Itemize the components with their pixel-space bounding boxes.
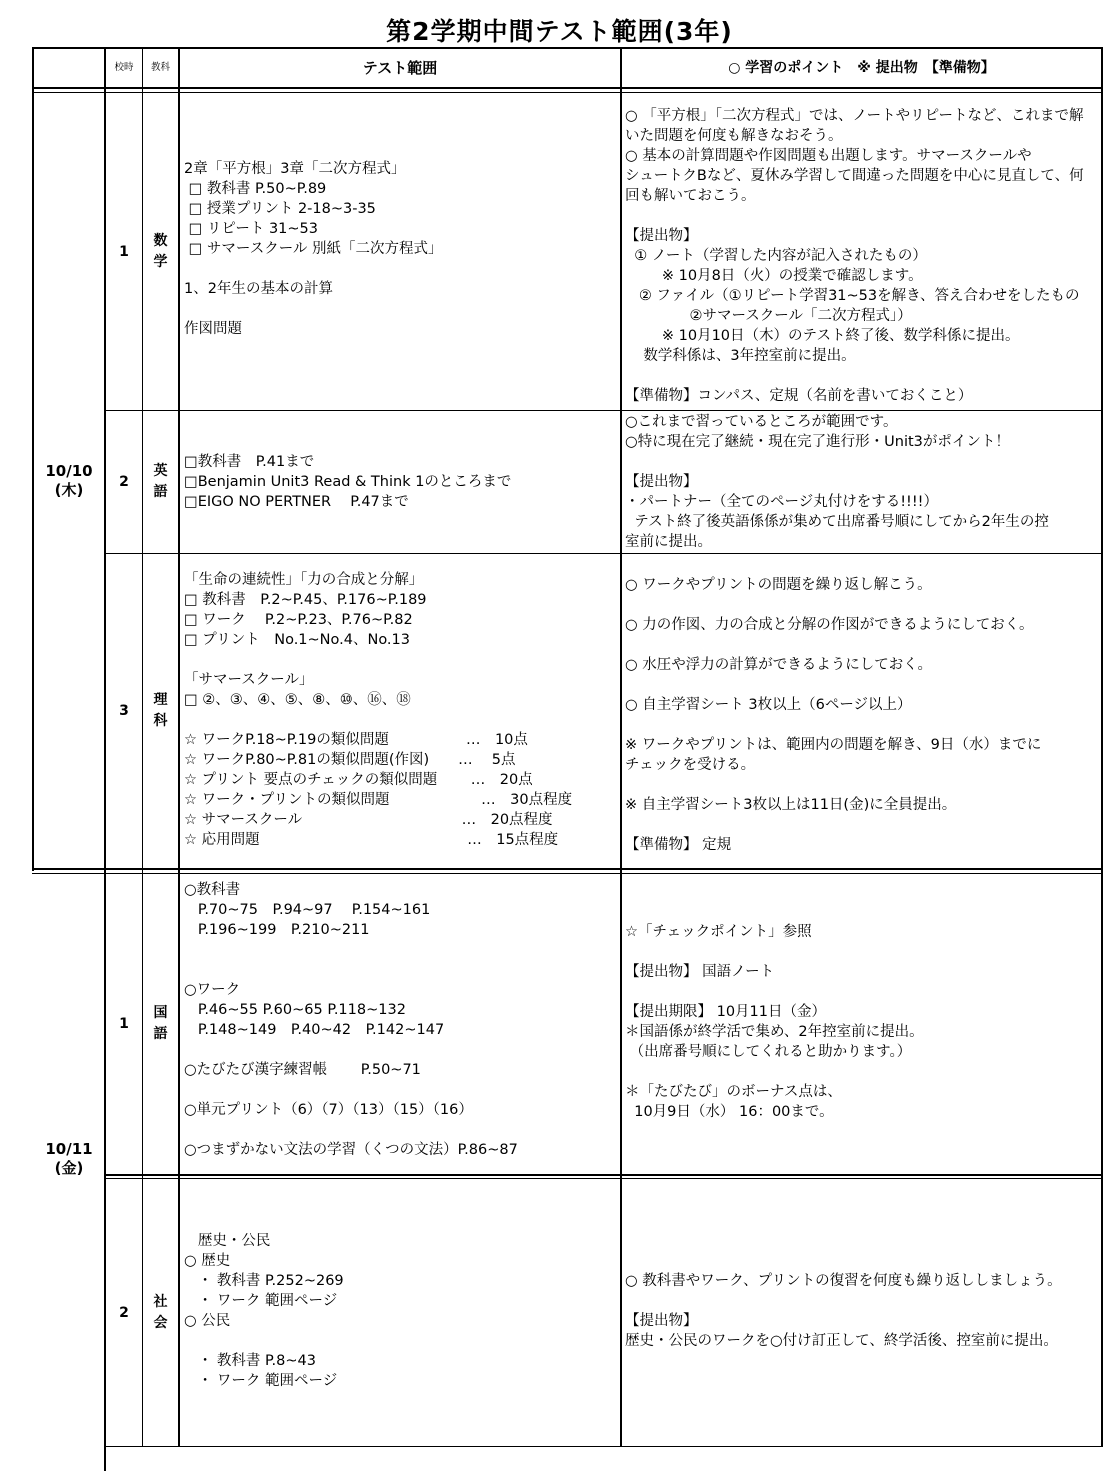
points-line (625, 1291, 1099, 1311)
points-line: ＊国語係が終学活で集め、2年控室前に提出。 (625, 1024, 924, 1040)
range-line: 歴史・公民 (184, 1233, 271, 1249)
subject-cell (143, 93, 178, 410)
points-line: シュートクBなど、夏休み学習して間違った問題を中心に見直して、何 (625, 168, 1084, 184)
period-number: 1 (119, 243, 129, 260)
points-line: ○ 教科書やワーク、プリントの復習を何度も繰り返ししましょう。 (625, 1273, 1062, 1289)
subject-label: 数 学 (153, 232, 168, 270)
range-line: ○たびたび漢字練習帳 P.50~71 (184, 1062, 421, 1078)
page-title: 第2学期中間テスト範囲(3年) (386, 17, 733, 46)
points-line: 【提出物】 (625, 228, 698, 244)
period-cell (106, 554, 142, 868)
range-line (184, 299, 618, 319)
range-line: ・ ワーク 範囲ページ (184, 1373, 338, 1389)
points-line: 【提出期限】 10月11日（金） (625, 1004, 827, 1020)
range-line: P.46~55 P.60~65 P.118~132 (184, 1002, 406, 1018)
range-line: □EIGO NO PERTNER P.47まで (184, 494, 409, 510)
range-line (184, 1080, 618, 1100)
header-range: テスト範囲 (362, 59, 438, 77)
points-line: ○ ワークやプリントの問題を繰り返し解こう。 (625, 577, 932, 593)
period-cell (106, 874, 142, 1174)
range-line: P.196~199 P.210~211 (184, 922, 370, 938)
points-line: ・パートナー（全てのページ丸付けをする!!!!） (625, 494, 938, 510)
range-line: ・ 教科書 P.8~43 (184, 1353, 316, 1369)
range-line: ○つまずかない文法の学習（くつの文法）P.86~87 (184, 1142, 518, 1158)
points-line: ① ノート（学習した内容が記入されたもの） (625, 248, 927, 264)
points-line: いた問題を何度も解きなおそう。 (625, 128, 843, 144)
points-line (625, 206, 1099, 226)
points-line (625, 1062, 1099, 1082)
points-cell (625, 576, 1099, 856)
points-line: ○ 「平方根」「二次方程式」では、ノートやリピートなど、これまで解 (625, 108, 1084, 124)
subject-cell (143, 1179, 178, 1446)
range-line: ・ 教科書 P.252~269 (184, 1273, 344, 1289)
points-line: 【提出物】 国語ノート (625, 964, 775, 980)
range-line: □ 教科書 P.2~P.45、P.176~P.189 (184, 592, 427, 608)
range-line: □ ワーク P.2~P.23、P.76~P.82 (184, 612, 413, 628)
date-cell (34, 874, 104, 1444)
range-line: ○ 公民 (184, 1313, 231, 1329)
header-subject: 教科 (150, 62, 170, 73)
points-line: ②サマースクール「二次方程式」） (625, 308, 912, 324)
range-line: ・ ワーク 範囲ページ (184, 1293, 338, 1309)
points-line: 室前に提出。 (625, 534, 712, 550)
range-line: □ 教科書 P.50~P.89 (184, 181, 327, 197)
points-line: 数学科係は、3年控室前に提出。 (625, 348, 856, 364)
date-label: 10/11 (金) (45, 1140, 93, 1177)
date-label: 10/10 (木) (45, 461, 93, 499)
range-line: □教科書 P.41まで (184, 454, 315, 470)
range-line (184, 259, 618, 279)
range-line: ☆ ワークP.80~P.81の類似問題(作図) … 5点 (184, 752, 516, 768)
subject-label: 理 科 (153, 692, 168, 729)
range-line: ○ 歴史 (184, 1253, 231, 1269)
points-cell (625, 106, 1099, 406)
subject-label: 英 語 (153, 463, 168, 500)
points-line (625, 452, 1099, 472)
period-cell (106, 411, 142, 553)
range-line: 「サマースクール」 (184, 672, 314, 688)
points-line: 10月9日（水） 16：00まで。 (625, 1104, 834, 1120)
points-line (625, 596, 1099, 616)
range-line: ☆ 応用問題 … 15点程度 (184, 832, 559, 848)
period-number: 1 (119, 1016, 129, 1032)
range-line: □ 授業プリント 2-18~3-35 (184, 201, 376, 217)
points-line: ※ ワークやプリントは、範囲内の問題を解き、9日（水）までに (625, 737, 1042, 753)
range-line (184, 710, 618, 730)
points-line: ※ 10月10日（木）のテスト終了後、数学科係に提出。 (625, 328, 1020, 344)
range-line: □ プリント No.1~No.4、No.13 (184, 632, 410, 648)
points-line: ② ファイル（①リピート学習31~53を解き、答え合わせをしたもの (625, 288, 1080, 304)
subject-label: 国 語 (153, 1005, 168, 1042)
subject-cell (143, 874, 178, 1174)
range-line: ☆ サマースクール … 20点程度 (184, 812, 553, 828)
range-cell (184, 1231, 618, 1391)
subject-cell (143, 554, 178, 868)
points-line: ○これまで習っているところが範囲です。 (625, 414, 898, 430)
range-line: 1、2年生の基本の計算 (184, 281, 333, 297)
period-number: 3 (119, 703, 129, 719)
points-line (625, 676, 1099, 696)
points-line: ＊「たびたび」のボーナス点は、 (625, 1084, 842, 1100)
points-line: ○特に現在完了継続・現在完了進行形・Unit3がポイント！ (625, 434, 1010, 450)
range-cell (184, 452, 618, 512)
points-line: ※ 10月8日（火）の授業で確認します。 (625, 268, 923, 284)
points-line (625, 942, 1099, 962)
range-line: P.148~149 P.40~42 P.142~147 (184, 1022, 445, 1038)
points-line: ○ 力の作図、力の合成と分解の作図ができるようにしておく。 (625, 617, 1034, 633)
subject-label: 社 会 (153, 1293, 168, 1331)
points-line (625, 982, 1099, 1002)
range-line: ☆ ワークP.18~P.19の類似問題 … 10点 (184, 732, 528, 748)
range-line: 「生命の連続性」「力の合成と分解」 (184, 572, 424, 588)
points-cell (625, 882, 1099, 1122)
range-line (184, 1331, 618, 1351)
range-line: ○教科書 (184, 882, 241, 898)
range-line: □ サマースクール 別紙「二次方程式」 (184, 241, 443, 257)
range-line (184, 1040, 618, 1060)
points-line: 回も解いておこう。 (625, 188, 756, 204)
header-period: 校時 (114, 62, 134, 73)
points-line: 歴史・公民のワークを○付け訂正して、終学活後、控室前に提出。 (625, 1333, 1058, 1349)
range-line: 2章「平方根」3章「二次方程式」 (184, 161, 406, 177)
points-line: ☆「チェックポイント」参照 (625, 924, 812, 940)
points-line (625, 366, 1099, 386)
points-cell (625, 1271, 1099, 1351)
points-line: チェックを受ける。 (625, 757, 756, 773)
points-line: ※ 自主学習シート3枚以上は11日(金)に全員提出。 (625, 797, 957, 813)
points-line: 【提出物】 (625, 474, 698, 490)
range-cell (184, 570, 618, 850)
range-line: 作図問題 (184, 321, 242, 337)
period-number: 2 (119, 474, 129, 490)
points-line (625, 882, 1099, 902)
points-line (625, 816, 1099, 836)
range-line: P.70~75 P.94~97 P.154~161 (184, 902, 431, 918)
range-line (184, 650, 618, 670)
range-cell (184, 159, 618, 339)
points-line: 【準備物】コンパス、定規（名前を書いておくこと） (625, 388, 973, 404)
points-line: 【準備物】 定規 (625, 837, 732, 853)
points-line: テスト終了後英語係係が集めて出席番号順にしてから2年生の控 (625, 514, 1049, 530)
range-line: ○ワーク (184, 982, 241, 998)
points-line: ○ 基本の計算問題や作図問題も出題します。サマースクールや (625, 148, 1032, 164)
range-line (184, 960, 618, 980)
points-line (625, 776, 1099, 796)
points-line: （出席番号順にしてくれると助かります。） (625, 1044, 912, 1060)
range-line: ○単元プリント（6）（7）（13）（15）（16） (184, 1102, 473, 1118)
points-line: ○ 自主学習シート 3枚以上（6ページ以上） (625, 697, 912, 713)
points-line: 【提出物】 (625, 1313, 698, 1329)
header-points: ○ 学習のポイント ※ 提出物 【準備物】 (728, 60, 995, 76)
points-cell (625, 412, 1099, 552)
range-line: □Benjamin Unit3 Read & Think 1のところまで (184, 474, 512, 490)
points-line (625, 636, 1099, 656)
subject-cell (143, 411, 178, 553)
range-line (184, 940, 618, 960)
period-number: 2 (119, 1304, 129, 1321)
period-cell (106, 1179, 142, 1446)
range-line: ☆ プリント 要点のチェックの類似問題 … 20点 (184, 772, 533, 788)
date-cell (34, 93, 104, 868)
range-line: □ ②、③、④、⑤、⑧、⑩、⑯、⑱ (184, 692, 411, 708)
range-line: □ リピート 31~53 (184, 221, 318, 237)
range-cell (184, 880, 618, 1160)
points-line: ○ 水圧や浮力の計算ができるようにしておく。 (625, 657, 932, 673)
points-line (625, 902, 1099, 922)
period-cell (106, 93, 142, 410)
range-line: ☆ ワーク・プリントの類似問題 … 30点程度 (184, 792, 573, 808)
points-line (625, 716, 1099, 736)
range-line (184, 1120, 618, 1140)
